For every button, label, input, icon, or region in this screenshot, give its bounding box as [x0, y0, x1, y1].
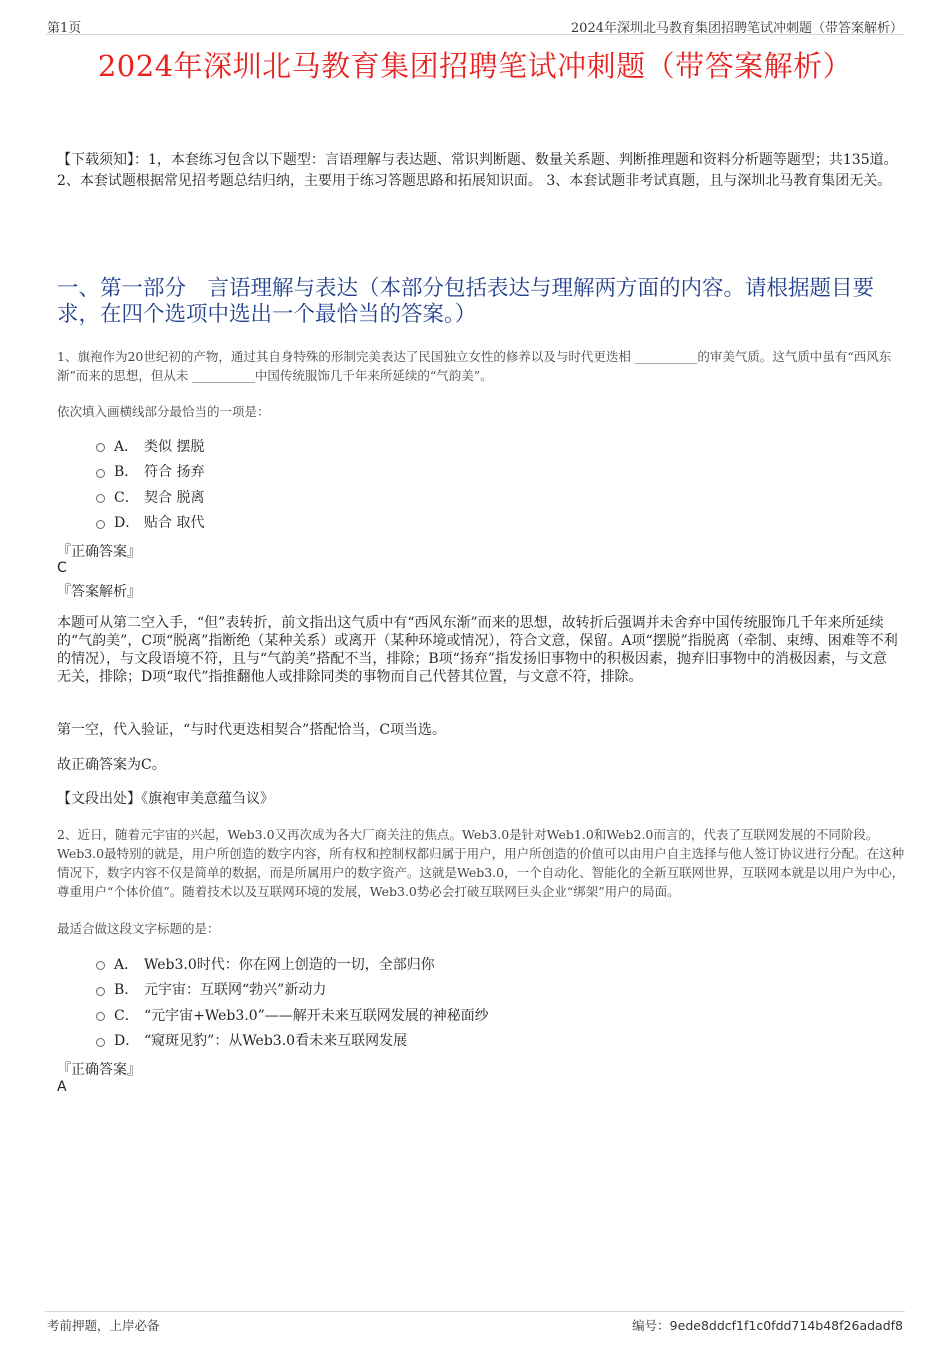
footer-code-value: 9ede8ddcf1f1c0fdd714b48f26adadf8: [669, 1318, 903, 1333]
radio-icon[interactable]: [96, 469, 105, 478]
question-2-answer: A: [57, 1079, 67, 1095]
radio-icon[interactable]: [96, 961, 105, 970]
option-text: 元宇宙：互联网“勃兴”新动力: [144, 982, 327, 999]
question-1-option-d[interactable]: [96, 510, 204, 536]
question-2-text: 2、近日，随着元宇宙的兴起，Web3.0又再次成为各大厂商关注的焦点。Web3.0是针对Web1.0和Web2.0而言的，代表了互联网发展的不同阶段。Web3.0最特别的就是，用户所创造的数字内容，所有权和控制权都归属于用户，用户所创造的价值可以由用户自主选择与他人签订协议进行分配。在这种情况下，数字内容不仅是简单的数据，而是所属用户的数字资产。这就是Web3.0，一个自动化、智能化的全新互联网世界，互联网本就是以用户为中心，尊重用户“个体价值”。随着技术以及互联网环境的发展，Web3.0势必会打破互联网巨头企业“绑架”用户的局面。: [57, 827, 905, 899]
footer-code: [632, 1316, 903, 1334]
question-1-option-b[interactable]: [96, 459, 204, 485]
question-1-option-a[interactable]: [96, 433, 204, 459]
download-notice: 【下载须知】：1，本套练习包含以下题型：言语理解与表达题、常识判断题、数量关系题、判断推理题和资料分析题等题型；共135道。 2、本套试题根据常见招考题总结归纳，主要用于练习答题思路和拓展知识面。 3、本套试题非考试真题，且与深圳北马教育集团无关。: [57, 152, 898, 189]
option-text: 符合 扬弃: [144, 464, 205, 481]
radio-icon[interactable]: [96, 443, 105, 452]
question-1-conclusion: 故正确答案为C。: [57, 757, 166, 773]
question-1-text: 1、旗袍作为20世纪初的产物，通过其自身特殊的形制完美表达了民国独立女性的修养以及与时代更迭相 __________的审美气质。这气质中虽有“西风东渐”而来的思想，但从未 __________中国传统服饰几千年来所延续的“气韵美”。: [57, 349, 892, 383]
option-letter: C．: [114, 489, 139, 506]
option-letter: B．: [114, 464, 139, 481]
option-text: 贴合 取代: [144, 515, 205, 532]
question-2-prompt: 最适合做这段文字标题的是：: [57, 921, 220, 936]
section-title: 一、第一部分 言语理解与表达（本部分包括表达与理解两方面的内容。请根据题目要求，在四个选项中选出一个最恰当的答案。）: [57, 276, 875, 327]
question-2-option-b[interactable]: [96, 977, 489, 1003]
option-letter: A．: [114, 956, 139, 973]
option-text: 类似 摆脱: [144, 438, 205, 455]
option-letter: C．: [114, 1007, 139, 1024]
header-title: 2024年深圳北马教育集团招聘笔试冲刺题（带答案解析）: [570, 21, 903, 36]
document-title: 2024年深圳北马教育集团招聘笔试冲刺题（带答案解析）: [97, 49, 853, 83]
question-1-options: [96, 433, 204, 535]
question-1-answer: C: [57, 560, 67, 576]
page-number: 第1页: [47, 21, 82, 36]
question-1-analysis-label: 『答案解析』: [57, 584, 141, 600]
question-2-option-d[interactable]: [96, 1028, 489, 1054]
page-footer: [45, 1311, 905, 1334]
question-1-analysis-2: 第一空，代入验证，“与时代更迭相契合”搭配恰当，C项当选。: [57, 722, 447, 738]
option-text: Web3.0时代：你在网上创造的一切，全部归你: [144, 956, 435, 973]
option-text: “窥斑见豹”：从Web3.0看未来互联网发展: [144, 1033, 408, 1050]
option-letter: A．: [114, 438, 139, 455]
question-1-source: 【文段出处】《旗袍审美意蕴刍议》: [57, 791, 274, 807]
radio-icon[interactable]: [96, 520, 105, 529]
radio-icon[interactable]: [96, 1012, 105, 1021]
question-2-option-a[interactable]: [96, 951, 489, 977]
option-text: 契合 脱离: [144, 489, 205, 506]
radio-icon[interactable]: [96, 1038, 105, 1047]
question-1-prompt: 依次填入画横线部分最恰当的一项是：: [57, 404, 270, 419]
option-letter: D．: [114, 1033, 140, 1050]
question-1-answer-label: 『正确答案』: [57, 544, 141, 560]
footer-code-label: 编号：: [632, 1318, 670, 1333]
radio-icon[interactable]: [96, 987, 105, 996]
footer-slogan: 考前押题，上岸必备: [47, 1318, 160, 1333]
option-text: “元宇宙+Web3.0”——解开未来互联网发展的神秘面纱: [144, 1007, 489, 1024]
radio-icon[interactable]: [96, 494, 105, 503]
option-letter: B．: [114, 982, 139, 999]
page-header: [45, 14, 905, 35]
question-2-option-c[interactable]: [96, 1002, 489, 1028]
question-2-answer-label: 『正确答案』: [57, 1062, 141, 1078]
question-2-options: [96, 951, 489, 1053]
option-letter: D．: [114, 515, 140, 532]
question-1-option-c[interactable]: [96, 484, 204, 510]
question-1-analysis: 本题可从第二空入手，“但”表转折，前文指出这气质中有“西风东渐”而来的思想，故转折后强调并未舍弃中国传统服饰几千年来所延续的“气韵美”，C项“脱离”指断绝（某种关系）或离开（某种环境或情况），符合文意，保留。A项“摆脱”指脱离（牵制、束缚、困难等不利的情况），与文段语境不符，且与“气韵美”搭配不当，排除；B项“扬弃”指发扬旧事物中的积极因素，抛弃旧事物中的消极因素，与文意无关，排除；D项“取代”指推翻他人或排除同类的事物而自己代替其位置，与文意不符，排除。: [57, 615, 898, 685]
